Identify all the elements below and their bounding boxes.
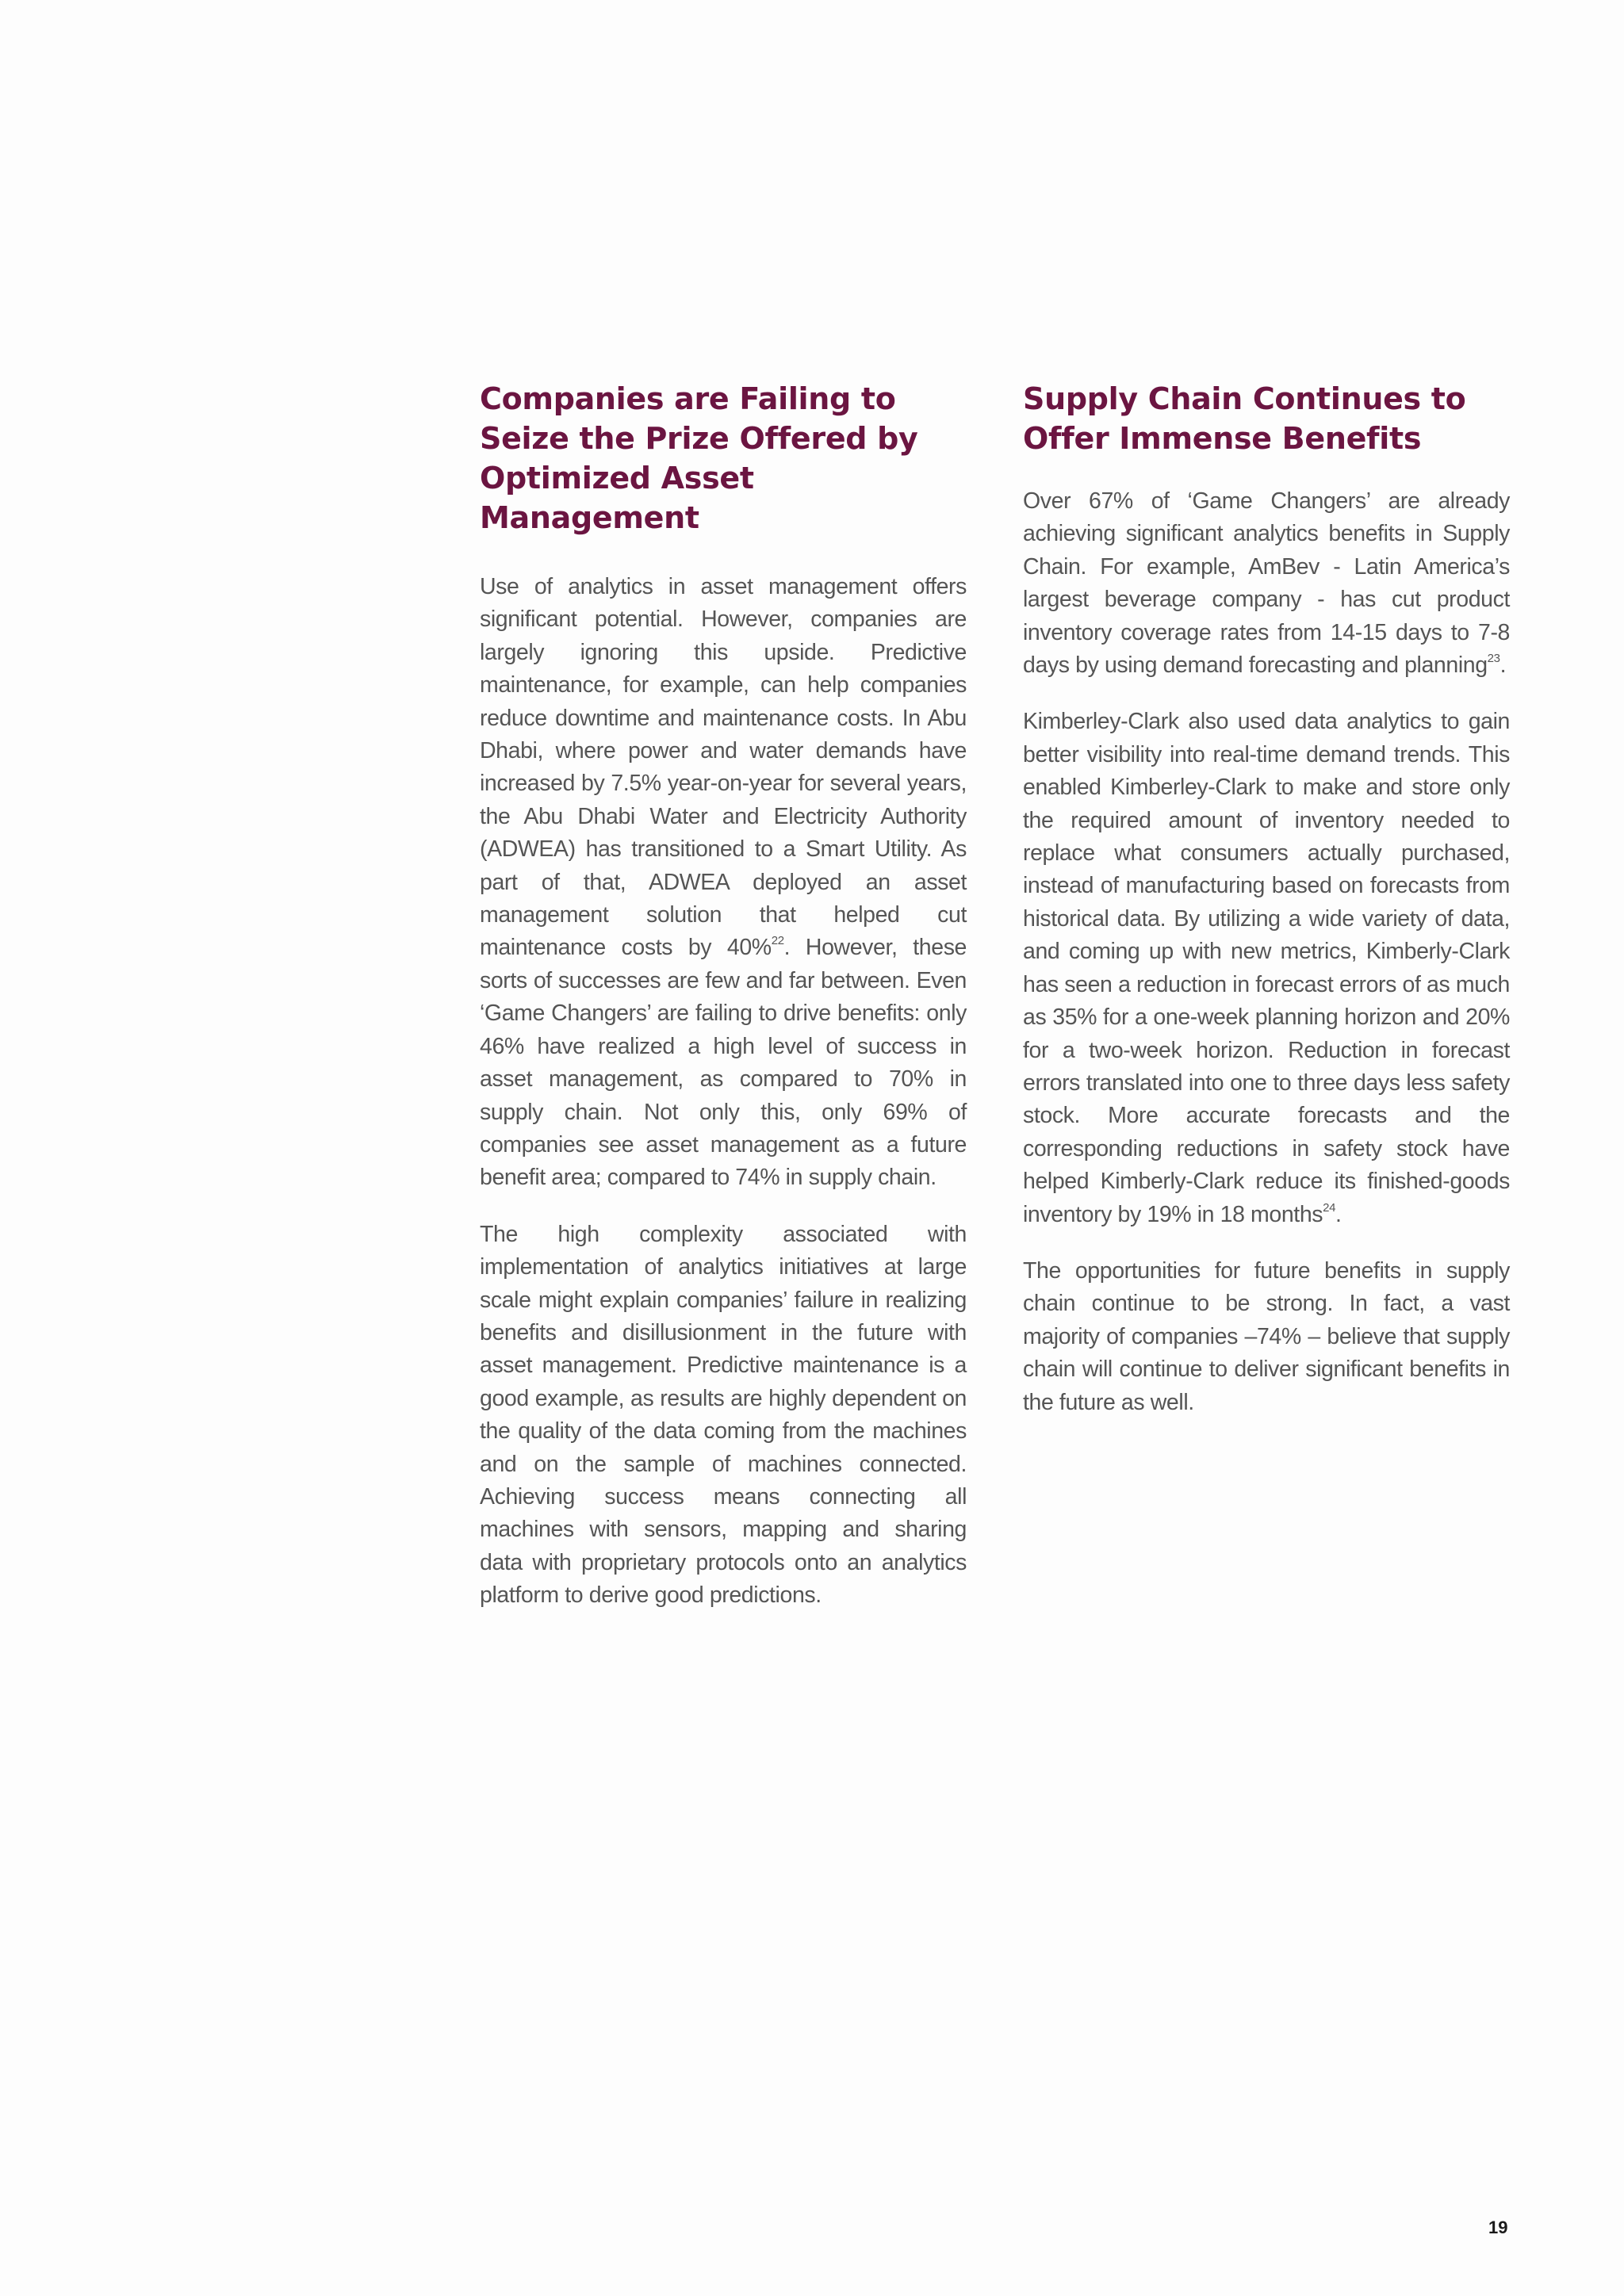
paragraph-text: .: [1500, 652, 1507, 679]
footnote-ref-24: 24: [1323, 1200, 1336, 1215]
paragraph-text: . However, these sorts of successes are few and far between. Even ‘Game Changers’ are failing to drive benefits: only 46% have realized a high level of success in asset management, as compared to 70% in supply chain. Not only this, only 69% of companies see asset management as a future benefit area; compared to 74% in supply chain.: [480, 935, 967, 1191]
asset-management-paragraph-1: [480, 571, 967, 1195]
footnote-ref-23: 23: [1487, 652, 1500, 666]
supply-chain-heading: Supply Chain Continues to Offer Immense Benefits: [1023, 381, 1466, 456]
footnote-ref-22: 22: [771, 934, 784, 948]
page-number: 19: [1488, 2218, 1508, 2237]
paragraph-text: Kimberley-Clark also used data analytics to gain better visibility into real-time demand trends. This enabled Kimberley-Clark to make and store only the required amount of inventory needed to replace what consumers actually purchased, instead of manufacturing based on forecasts from historical data. By utilizing a wide variety of data, and coming up with new metrics, Kimberly-Clark has seen a reduction in forecast errors of as much as 35% for a one-week planning horizon and 20% for a two-week horizon. Reduction in forecast errors translated into one to three days less safety stock. More accurate forecasts and the corresponding reductions in safety stock have helped Kimberly-Clark reduce its finished-goods inventory by 19% in 18 months: [1023, 709, 1510, 1227]
right-column: [1023, 379, 1510, 1443]
supply-chain-paragraph-3: The opportunities for future benefits in supply chain continue to be strong. In fact, a vast majority of companies –74% – believe that supply chain will continue to deliver significant benefits in the future as well.: [1023, 1257, 1510, 1415]
asset-management-heading: Companies are Failing to Seize the Prize Offered by Optimized Asset Management: [480, 381, 918, 535]
paragraph-text: Over 67% of ‘Game Changers’ are already achieving significant analytics benefits in Supply Chain. For example, AmBev - Latin America’s largest beverage company - has cut product inventory coverage rates from 14-15 days to 7-8 days by using demand forecasting and planning: [1023, 488, 1510, 679]
asset-management-paragraph-2: The high complexity associated with implementation of analytics initiatives at large scale might explain companies’ failure in realizing benefits and disillusionment in the future with asset management. Predictive maintenance is a good example, as results are highly dependent on the quality of the data coming from the machines and on the sample of machines connected. Achieving success means connecting all machines with sensors, mapping and sharing data with proprietary protocols onto an analytics platform to derive good predictions.: [480, 1221, 967, 1609]
paragraph-text: Use of analytics in asset management offers significant potential. However, companies are largely ignoring this upside. Predictive maintenance, for example, can help companies reduce downtime and maintenance costs. In Abu Dhabi, where power and water demands have increased by 7.5% year-on-year for several years, the Abu Dhabi Water and Electricity Authority (ADWEA) has transitioned to a Smart Utility. As part of that, ADWEA deployed an asset management solution that helped cut maintenance costs by 40%: [480, 574, 967, 961]
supply-chain-paragraph-1: [1023, 485, 1510, 682]
left-column: [480, 379, 967, 1636]
paragraph-text: .: [1335, 1201, 1342, 1227]
supply-chain-paragraph-2: [1023, 706, 1510, 1231]
